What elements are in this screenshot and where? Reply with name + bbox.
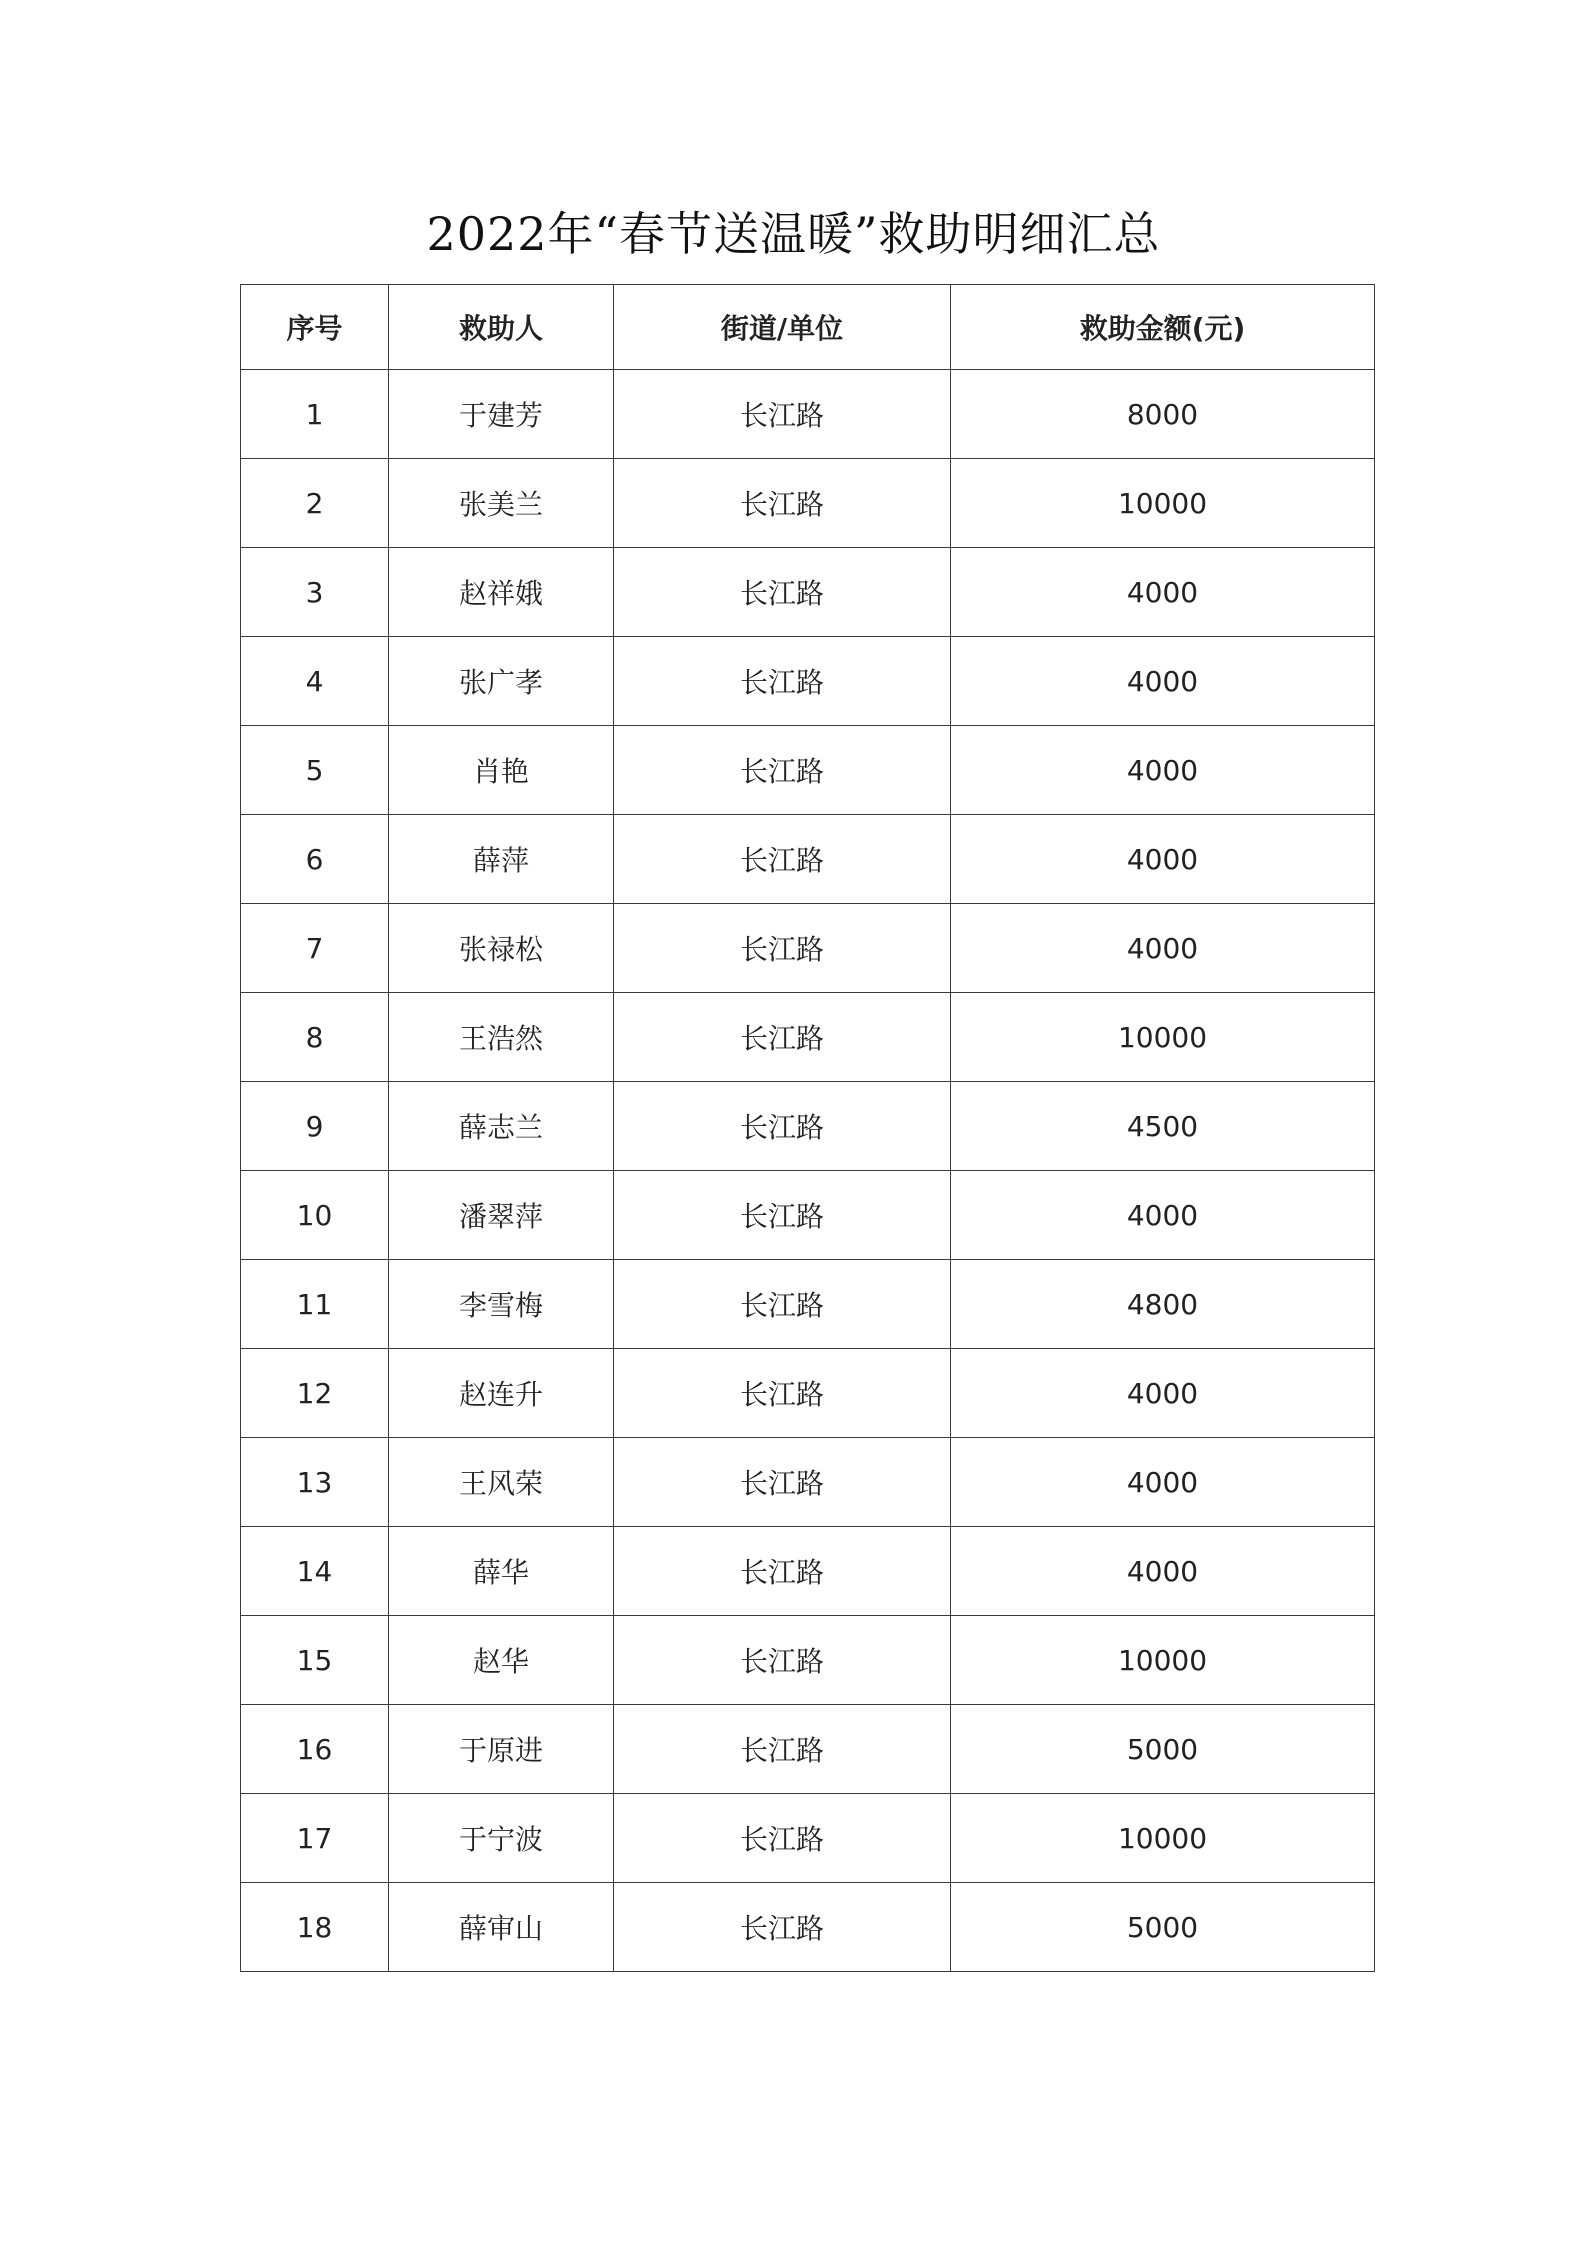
cell-index: 5 [241,726,389,815]
cell-amount: 4000 [951,1349,1375,1438]
cell-recipient: 张广孝 [389,637,614,726]
table-row [241,1616,1375,1705]
cell-amount: 8000 [951,370,1375,459]
cell-street-unit: 长江路 [614,637,951,726]
cell-recipient: 王风荣 [389,1438,614,1527]
cell-street-unit: 长江路 [614,459,951,548]
table-row [241,1171,1375,1260]
cell-index: 7 [241,904,389,993]
table-row [241,1527,1375,1616]
cell-recipient: 薛审山 [389,1883,614,1972]
cell-recipient: 王浩然 [389,993,614,1082]
cell-street-unit: 长江路 [614,1082,951,1171]
cell-recipient: 薛萍 [389,815,614,904]
cell-index: 6 [241,815,389,904]
cell-street-unit: 长江路 [614,1438,951,1527]
cell-index: 14 [241,1527,389,1616]
cell-index: 18 [241,1883,389,1972]
cell-index: 11 [241,1260,389,1349]
cell-recipient: 张美兰 [389,459,614,548]
table-row [241,548,1375,637]
cell-amount: 4000 [951,1171,1375,1260]
relief-detail-table [240,284,1375,1972]
table-row [241,904,1375,993]
cell-street-unit: 长江路 [614,1260,951,1349]
cell-amount: 10000 [951,1794,1375,1883]
cell-street-unit: 长江路 [614,726,951,815]
cell-index: 17 [241,1794,389,1883]
cell-recipient: 潘翠萍 [389,1171,614,1260]
cell-recipient: 薛华 [389,1527,614,1616]
cell-amount: 10000 [951,459,1375,548]
cell-index: 9 [241,1082,389,1171]
cell-street-unit: 长江路 [614,904,951,993]
column-header-street-unit: 街道/单位 [614,285,951,370]
table-row [241,370,1375,459]
cell-index: 13 [241,1438,389,1527]
cell-street-unit: 长江路 [614,1349,951,1438]
cell-street-unit: 长江路 [614,993,951,1082]
cell-recipient: 于宁波 [389,1794,614,1883]
table-row [241,726,1375,815]
cell-recipient: 赵祥娥 [389,548,614,637]
cell-amount: 4000 [951,1438,1375,1527]
cell-street-unit: 长江路 [614,1883,951,1972]
table-row [241,1082,1375,1171]
cell-index: 1 [241,370,389,459]
cell-amount: 4500 [951,1082,1375,1171]
cell-street-unit: 长江路 [614,1171,951,1260]
table-row [241,1705,1375,1794]
cell-index: 16 [241,1705,389,1794]
cell-amount: 5000 [951,1705,1375,1794]
cell-recipient: 赵华 [389,1616,614,1705]
table-row [241,1260,1375,1349]
cell-recipient: 张禄松 [389,904,614,993]
table-row [241,815,1375,904]
cell-street-unit: 长江路 [614,370,951,459]
cell-amount: 4000 [951,637,1375,726]
cell-index: 4 [241,637,389,726]
cell-amount: 4000 [951,1527,1375,1616]
table-row [241,1438,1375,1527]
cell-street-unit: 长江路 [614,1527,951,1616]
cell-recipient: 肖艳 [389,726,614,815]
cell-amount: 10000 [951,993,1375,1082]
table-row [241,1883,1375,1972]
table-row [241,1794,1375,1883]
cell-recipient: 于建芳 [389,370,614,459]
table-row [241,1349,1375,1438]
cell-street-unit: 长江路 [614,548,951,637]
cell-recipient: 薛志兰 [389,1082,614,1171]
cell-street-unit: 长江路 [614,1705,951,1794]
cell-street-unit: 长江路 [614,1616,951,1705]
cell-index: 15 [241,1616,389,1705]
cell-index: 12 [241,1349,389,1438]
cell-amount: 4000 [951,726,1375,815]
cell-street-unit: 长江路 [614,1794,951,1883]
cell-amount: 10000 [951,1616,1375,1705]
cell-recipient: 于原进 [389,1705,614,1794]
table-row [241,993,1375,1082]
cell-street-unit: 长江路 [614,815,951,904]
page-title: 2022年“春节送温暖”救助明细汇总 [426,207,1161,261]
column-header-recipient: 救助人 [389,285,614,370]
cell-index: 3 [241,548,389,637]
cell-index: 8 [241,993,389,1082]
table-header-row [241,285,1375,370]
table-row [241,637,1375,726]
cell-amount: 5000 [951,1883,1375,1972]
cell-index: 10 [241,1171,389,1260]
table-body [241,370,1375,1972]
cell-index: 2 [241,459,389,548]
cell-recipient: 赵连升 [389,1349,614,1438]
cell-amount: 4000 [951,904,1375,993]
cell-amount: 4000 [951,548,1375,637]
table-row [241,459,1375,548]
cell-recipient: 李雪梅 [389,1260,614,1349]
column-header-index: 序号 [241,285,389,370]
cell-amount: 4800 [951,1260,1375,1349]
cell-amount: 4000 [951,815,1375,904]
column-header-amount: 救助金额(元) [951,285,1375,370]
